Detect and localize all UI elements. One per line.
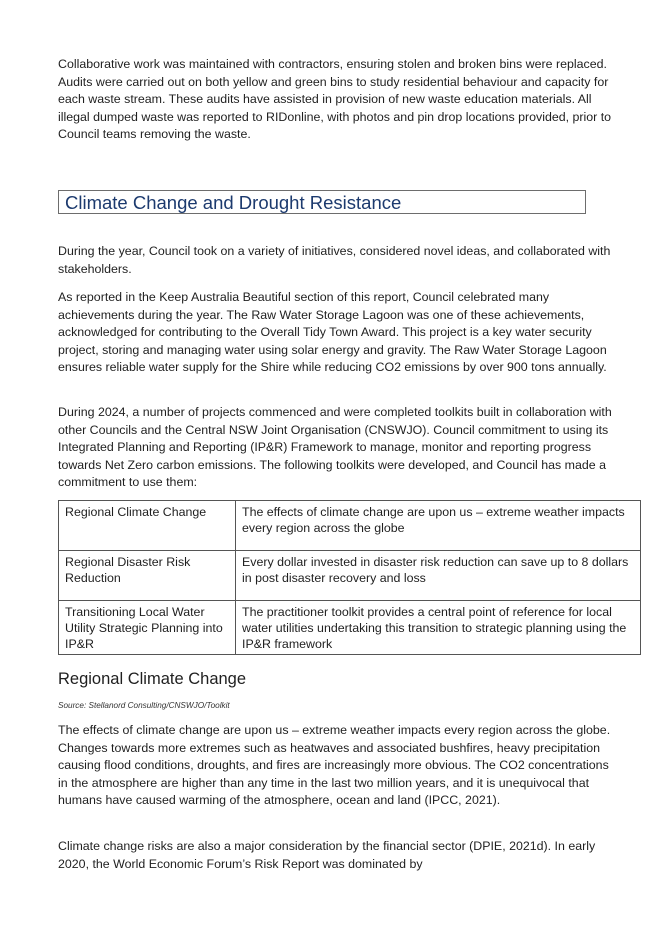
section-paragraph-3: During 2024, a number of projects commenced and were completed toolkits built in collaboration with other Councils and the Central NSW Joint Organisation (CNSWJO). Council commitment to using its Integrated Planning and Reporting (IP&R) Framework to manage, monitor and reporting progress towards Net Zero carbon emissions. The following toolkits were developed, and Council has made a commitment to use them: (58, 405, 612, 490)
table-row (59, 501, 641, 551)
intro-paragraph: Collaborative work was maintained with contractors, ensuring stolen and broken bins were replaced. Audits were carried out on both yellow and green bins to study residential behaviour and capacity for each waste stream. These audits have assisted in provision of new waste education materials. All illegal dumped waste was reported to RIDonline, with photos and pin drop locations provided, prior to Council teams removing the waste. (58, 57, 612, 142)
subsection-paragraph-2: Climate change risks are also a major consideration by the financial sector (DPIE, 2021d). In early 2020, the World Economic Forum’s Risk Report was dominated by (58, 839, 596, 871)
section-paragraph-2: As reported in the Keep Australia Beautiful section of this report, Council celebrated many achievements during the year. The Raw Water Storage Lagoon was one of these achievements, acknowledged for contributing to the Overall Tidy Town Award. This project is a key water security project, storing and managing water using solar energy and gravity. The Raw Water Storage Lagoon ensures reliable water supply for the Shire while reducing CO2 emissions by over 900 tons annually. (58, 290, 607, 375)
section-heading-box (58, 190, 586, 214)
table-row (59, 601, 641, 655)
table-row (59, 551, 641, 601)
toolkits-table (58, 500, 641, 655)
toolkit-name: Regional Climate Change (59, 501, 236, 551)
section-paragraph-1: During the year, Council took on a variety of initiatives, considered novel ideas, and collaborated with stakeholders. (58, 244, 611, 276)
subsection-paragraph-1: The effects of climate change are upon us – extreme weather impacts every region across the globe. Changes towards more extremes such as heatwaves and associated bushfires, heavy precipitation causing flood conditions, droughts, and fires are increasingly more obvious. The CO2 concentrations in the atmosphere are higher than any time in the last two million years, and it is unequivocal that humans have caused warming of the atmosphere, ocean and land (IPCC, 2021). (58, 723, 611, 808)
toolkit-description: Every dollar invested in disaster risk reduction can save up to 8 dollars in post disaster recovery and loss (236, 551, 641, 601)
source-note: Source: Stellanord Consulting/CNSWJO/Toolkit (58, 701, 230, 710)
subsection-title: Regional Climate Change (58, 670, 247, 688)
toolkit-description: The effects of climate change are upon us – extreme weather impacts every region across the globe (236, 501, 641, 551)
toolkit-description: The practitioner toolkit provides a central point of reference for local water utilities undertaking this transition to strategic planning using the IP&R framework (236, 601, 641, 655)
toolkit-name: Regional Disaster Risk Reduction (59, 551, 236, 601)
toolkit-name: Transitioning Local Water Utility Strategic Planning into IP&R (59, 601, 236, 655)
section-title: Climate Change and Drought Resistance (65, 192, 402, 213)
